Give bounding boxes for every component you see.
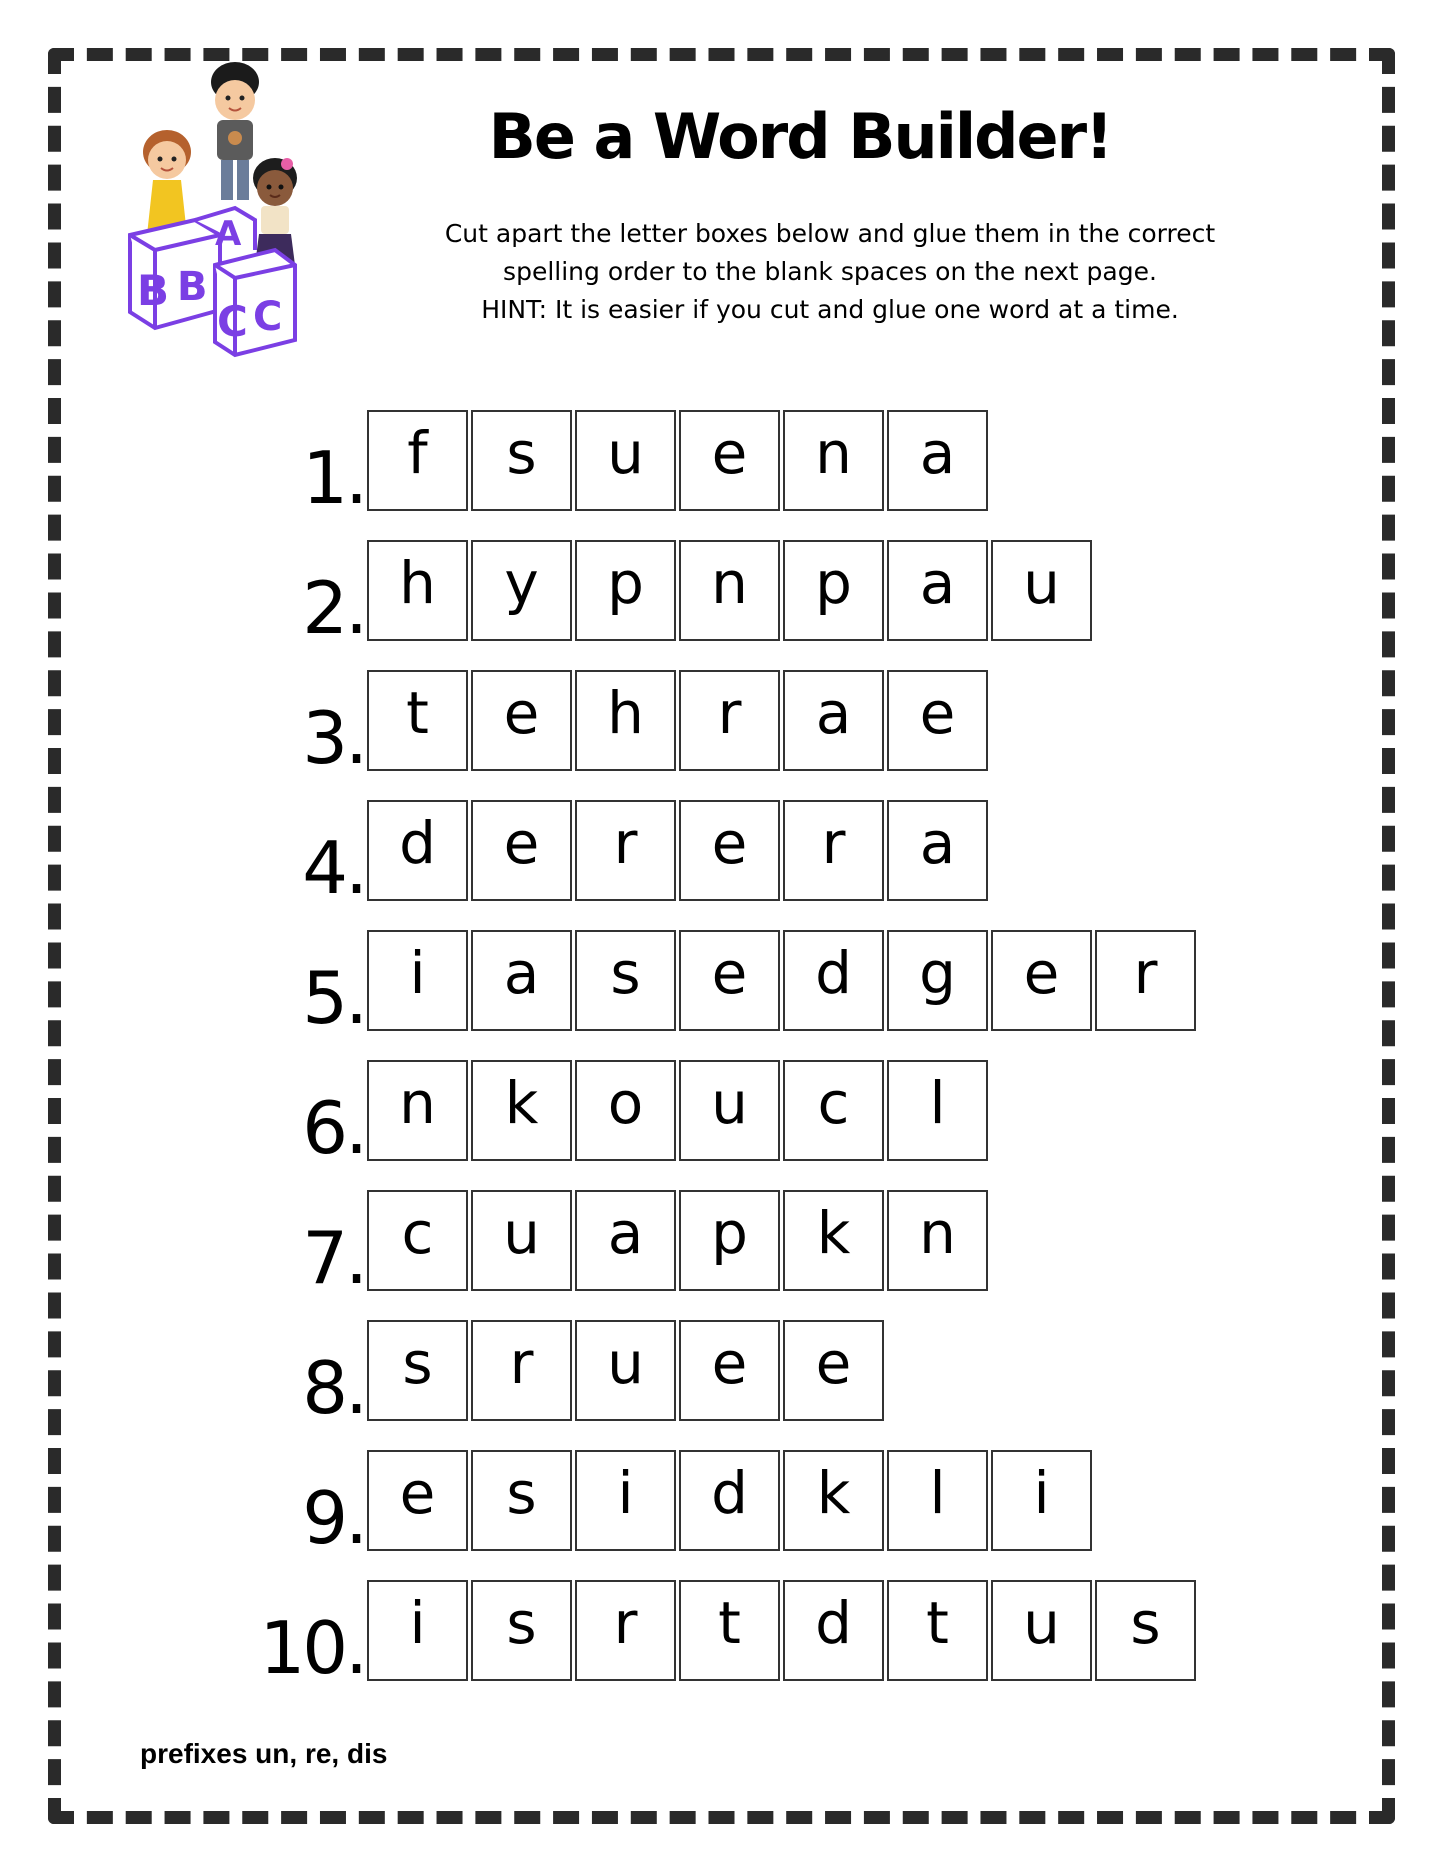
letter-box: a xyxy=(887,540,988,641)
letter-box: u xyxy=(575,1320,676,1421)
letter-box: d xyxy=(783,1580,884,1681)
letter-box: d xyxy=(679,1450,780,1551)
letter-boxes xyxy=(367,930,1196,1031)
letter-box: t xyxy=(679,1580,780,1681)
boy-figure xyxy=(211,62,259,200)
letter-box: s xyxy=(471,1580,572,1681)
letter-box: e xyxy=(471,670,572,771)
letter-box: l xyxy=(887,1450,988,1551)
letter-box: r xyxy=(783,800,884,901)
row-number: 7. xyxy=(302,1216,365,1300)
letter-box: s xyxy=(1095,1580,1196,1681)
letter-box: u xyxy=(575,410,676,511)
letter-box: t xyxy=(887,1580,988,1681)
block-letter-c: C xyxy=(217,297,248,346)
page-title: Be a Word Builder! xyxy=(488,100,1112,173)
letter-box: n xyxy=(887,1190,988,1291)
letter-box: e xyxy=(991,930,1092,1031)
letter-boxes xyxy=(367,1320,884,1421)
letter-box: r xyxy=(679,670,780,771)
letter-box: u xyxy=(991,1580,1092,1681)
letter-box: k xyxy=(783,1450,884,1551)
letter-box: n xyxy=(367,1060,468,1161)
letter-box: u xyxy=(679,1060,780,1161)
letter-box: p xyxy=(679,1190,780,1291)
row-number: 5. xyxy=(302,956,365,1040)
letter-box: n xyxy=(679,540,780,641)
letter-box: k xyxy=(471,1060,572,1161)
letter-box: a xyxy=(887,800,988,901)
letter-box: c xyxy=(783,1060,884,1161)
letter-box: i xyxy=(367,930,468,1031)
letter-box: a xyxy=(575,1190,676,1291)
block-letter-c2: C xyxy=(253,294,283,340)
block-letter-b2: B xyxy=(177,264,208,310)
letter-boxes xyxy=(367,800,988,901)
letter-box: h xyxy=(367,540,468,641)
letter-box: s xyxy=(367,1320,468,1421)
block-letter-b: B xyxy=(137,266,170,315)
letter-boxes xyxy=(367,1190,988,1291)
letter-boxes xyxy=(367,1060,988,1161)
instruction-line: Cut apart the letter boxes below and glue them in the correct xyxy=(444,219,1216,248)
letter-boxes xyxy=(367,1580,1196,1681)
letter-box: e xyxy=(783,1320,884,1421)
instruction-line: HINT: It is easier if you cut and glue one word at a time. xyxy=(481,295,1179,324)
letter-boxes xyxy=(367,540,1092,641)
letter-box: r xyxy=(575,800,676,901)
letter-box: d xyxy=(783,930,884,1031)
letter-boxes xyxy=(367,410,988,511)
letter-box: c xyxy=(367,1190,468,1291)
letter-box: s xyxy=(471,1450,572,1551)
letter-box: p xyxy=(575,540,676,641)
row-number: 6. xyxy=(302,1086,365,1170)
letter-box: i xyxy=(367,1580,468,1681)
letter-boxes xyxy=(367,670,988,771)
instructions xyxy=(440,215,1220,329)
letter-boxes xyxy=(367,1450,1092,1551)
letter-box: l xyxy=(887,1060,988,1161)
row-number: 3. xyxy=(302,696,365,780)
letter-box: s xyxy=(471,410,572,511)
letter-box: u xyxy=(471,1190,572,1291)
letter-box: h xyxy=(575,670,676,771)
letter-box: e xyxy=(679,410,780,511)
letter-box: r xyxy=(575,1580,676,1681)
letter-box: p xyxy=(783,540,884,641)
letter-box: y xyxy=(471,540,572,641)
letter-box: r xyxy=(471,1320,572,1421)
letter-box: n xyxy=(783,410,884,511)
letter-box: e xyxy=(679,930,780,1031)
block-letter-a: A xyxy=(215,214,242,254)
letter-box: k xyxy=(783,1190,884,1291)
letter-box: d xyxy=(367,800,468,901)
footer-note: prefixes un, re, dis xyxy=(140,1738,388,1769)
letter-box: s xyxy=(575,930,676,1031)
letter-box: o xyxy=(575,1060,676,1161)
letter-box: i xyxy=(575,1450,676,1551)
letter-box: a xyxy=(471,930,572,1031)
letter-box: e xyxy=(471,800,572,901)
instruction-line: spelling order to the blank spaces on the next page. xyxy=(503,257,1157,286)
row-number: 1. xyxy=(302,436,365,520)
letter-box: t xyxy=(367,670,468,771)
row-number: 9. xyxy=(302,1476,365,1560)
letter-box: f xyxy=(367,410,468,511)
letter-box: e xyxy=(679,800,780,901)
row-number: 10. xyxy=(259,1606,365,1690)
row-number: 8. xyxy=(302,1346,365,1430)
letter-box: i xyxy=(991,1450,1092,1551)
letter-box: u xyxy=(991,540,1092,641)
row-number: 4. xyxy=(302,826,365,910)
letter-box: e xyxy=(367,1450,468,1551)
letter-box: g xyxy=(887,930,988,1031)
letter-box: e xyxy=(887,670,988,771)
row-number: 2. xyxy=(302,566,365,650)
kids-abc-blocks-clipart xyxy=(125,60,335,370)
letter-box: a xyxy=(783,670,884,771)
letter-box: a xyxy=(887,410,988,511)
letter-box: e xyxy=(679,1320,780,1421)
letter-box: r xyxy=(1095,930,1196,1031)
